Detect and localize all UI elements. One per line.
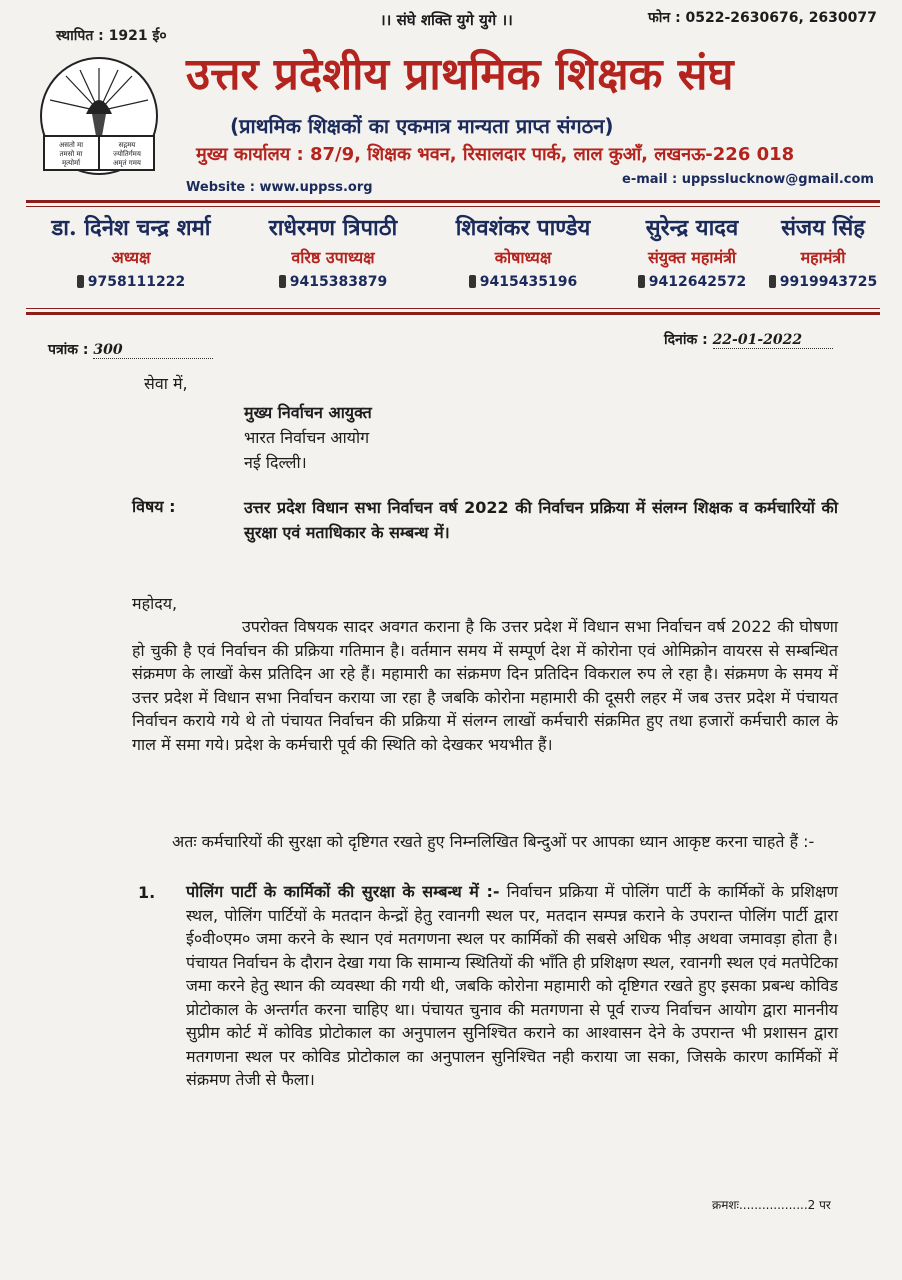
- officers-row: [26, 212, 882, 302]
- officer-treasurer: [430, 212, 616, 290]
- established-year: स्थापित : 1921 ई०: [56, 28, 167, 44]
- org-address: मुख्य कार्यालय : 87/9, शिक्षक भवन, रिसालदार पार्क, लाल कुआँ, लखनऊ-226 018: [196, 144, 795, 165]
- officer-phone: 9415383879: [238, 274, 428, 290]
- letter-date: दिनांक : 22-01-2022: [664, 330, 833, 349]
- logo-line-4: ज्योतिर्गमय: [113, 150, 141, 158]
- mobile-icon: [769, 275, 776, 288]
- officer-designation: महामंत्री: [800, 248, 846, 267]
- email: e-mail : uppsslucknow@gmail.com: [622, 172, 874, 187]
- officer-designation: अध्यक्ष: [111, 248, 151, 267]
- item-1-text: निर्वाचन प्रक्रिया में पोलिंग पार्टी के कार्मिकों के प्रशिक्षण स्थल, पोलिंग पार्टियों के मतदान केन्द्रों हेतु रवानगी स्थल पर, मतदान सम्पन्न कराने के उपरान्त पोलिंग पार्टी द्वारा ई०वी०एम० जमा करने के स्थान एवं मतगणना स्थल पर कार्मिकों की सबसे अधिक भीड़ अथवा जमावड़ा होता है। पंचायत निर्वाचन के दौरान देखा गया कि सामान्य स्थितियों की भाँति ही प्रशिक्षण स्थल, रवानगी स्थल एवं मतपेटिका जमा करने हेतु स्थान की व्यवस्था की गयी थी, जबकि कोरोना महामारी को दृष्टिगत रखते हुए इसका प्रबन्ध कोविड प्रोटोकाल के अन्तर्गत करना चाहिए था। पंचायत चुनाव की मतगणना से पूर्व राज्य निर्वाचन आयोग द्वारा माननीय सुप्रीम कोर्ट में कोविड प्रोटोकाल का अनुपालन सुनिश्चित कराने का आश्वासन देने के उपरान्त भी प्रशासन द्वारा मतगणना स्थल पर कोविड प्रोटोकाल का अनुपालन सुनिश्चित नही कराया जा सका, जिसके कारण कार्मिकों में संक्रमण तेजी से फैला।: [186, 882, 839, 1089]
- officer-designation: संयुक्त महामंत्री: [647, 248, 737, 267]
- officer-name: संजय सिंह: [781, 215, 865, 241]
- subject-label: विषय :: [132, 497, 176, 516]
- office-phone: फोन : 0522-2630676, 2630077: [648, 10, 877, 26]
- officer-phone: 9919943725: [766, 274, 880, 290]
- to-line: सेवा में,: [144, 374, 188, 393]
- officer-name: डा. दिनेश चन्द्र शर्मा: [51, 215, 211, 241]
- reference-number: पत्रांक : 300: [48, 340, 213, 359]
- officer-joint-secretary: [620, 212, 764, 290]
- paragraph-1: उपरोक्त विषयक सादर अवगत कराना है कि उत्तर प्रदेश में विधान सभा निर्वाचन वर्ष 2022 की घोषणा हो चुकी है एवं निर्वाचन की प्रक्रिया गतिमान है। वर्तमान समय में सम्पूर्ण देश में कोरोना एवं ओमिक्रोन वायरस से सम्बन्धित संक्रमण के लाखों केस प्रतिदिन आ रहे हैं। महामारी का संक्रमण दिन प्रतिदिन विकराल रुप ले रहा है। संक्रमण के समय में उत्तर प्रदेश में विधान सभा निर्वाचन कराया जा रहा है जबकि कोरोना महामारी की दूसरी लहर में जब उत्तर प्रदेश में पंचायत निर्वाचन कराये गये थे तो पंचायत निर्वाचन की प्रक्रिया में संलग्न लाखों कर्मचारी संक्रमित हुए तथा हजारों कर्मचारी काल के गाल में समा गये। प्रदेश के कर्मचारी पूर्व की स्थिति को देखकर भयभीत हैं।: [132, 617, 838, 754]
- logo-line-1: असतो मा: [58, 141, 84, 149]
- recipient-city: नई दिल्ली।: [244, 453, 307, 472]
- logo-line-3: तमसो मा: [59, 150, 83, 158]
- logo-line-6: अमृतं गमय: [113, 159, 141, 167]
- officers-rule-thin: [26, 308, 880, 309]
- reference-value: 300: [93, 342, 213, 359]
- subject-text: उत्तर प्रदेश विधान सभा निर्वाचन वर्ष 2022 की निर्वाचन प्रक्रिया में संलग्न शिक्षक व कर्मचारियों की सुरक्षा एवं मताधिकार के सम्बन्ध में।: [244, 498, 838, 542]
- date-value: 22-01-2022: [713, 332, 833, 349]
- item-1-heading: पोलिंग पार्टी के कार्मिकों की सुरक्षा के सम्बन्ध में :-: [186, 882, 500, 901]
- recipient-title: मुख्य निर्वाचन आयुक्त: [244, 403, 372, 422]
- continued-note: क्रमशः..................2 पर: [712, 1198, 831, 1212]
- org-name: उत्तर प्रदेशीय प्राथमिक शिक्षक संघ: [186, 49, 734, 100]
- paragraph-2: अतः कर्मचारियों की सुरक्षा को दृष्टिगत रखते हुए निम्नलिखित बिन्दुओं पर आपका ध्यान आकृष्ट करना चाहते हैं :-: [172, 832, 815, 851]
- officer-designation: कोषाध्यक्ष: [494, 248, 552, 267]
- officer-general-secretary: [766, 212, 880, 290]
- org-logo: [36, 56, 162, 182]
- officer-name: राधेरमण त्रिपाठी: [268, 215, 398, 241]
- officer-president: [26, 212, 236, 290]
- item-1-number: 1.: [138, 883, 156, 902]
- recipient-org: भारत निर्वाचन आयोग: [244, 428, 370, 447]
- officer-phone: 9412642572: [620, 274, 764, 290]
- header-rule-top: [26, 200, 880, 203]
- officer-name: शिवशंकर पाण्डेय: [455, 215, 591, 241]
- mobile-icon: [77, 275, 84, 288]
- mobile-icon: [638, 275, 645, 288]
- org-subtitle: (प्राथमिक शिक्षकों का एकमात्र मान्यता प्राप्त संगठन): [230, 114, 614, 138]
- salutation: महोदय,: [132, 594, 178, 613]
- mobile-icon: [469, 275, 476, 288]
- officer-name: सुरेन्द्र यादव: [645, 215, 739, 241]
- header-rule-top-thin: [26, 206, 880, 207]
- logo-line-2: सद्गमय: [118, 141, 136, 149]
- motto: ।। संघे शक्ति युगे युगे ।।: [380, 11, 513, 29]
- mobile-icon: [279, 275, 286, 288]
- officer-phone: 9758111222: [26, 274, 236, 290]
- recipient-address: [244, 400, 372, 475]
- officer-designation: वरिष्ठ उपाध्यक्ष: [291, 248, 375, 267]
- logo-line-5: मृत्योर्मा: [61, 159, 81, 167]
- officers-rule: [26, 312, 880, 315]
- item-1: [186, 880, 838, 1092]
- officer-senior-vp: [238, 212, 428, 290]
- officer-phone: 9415435196: [430, 274, 616, 290]
- website: Website : www.uppss.org: [186, 180, 373, 195]
